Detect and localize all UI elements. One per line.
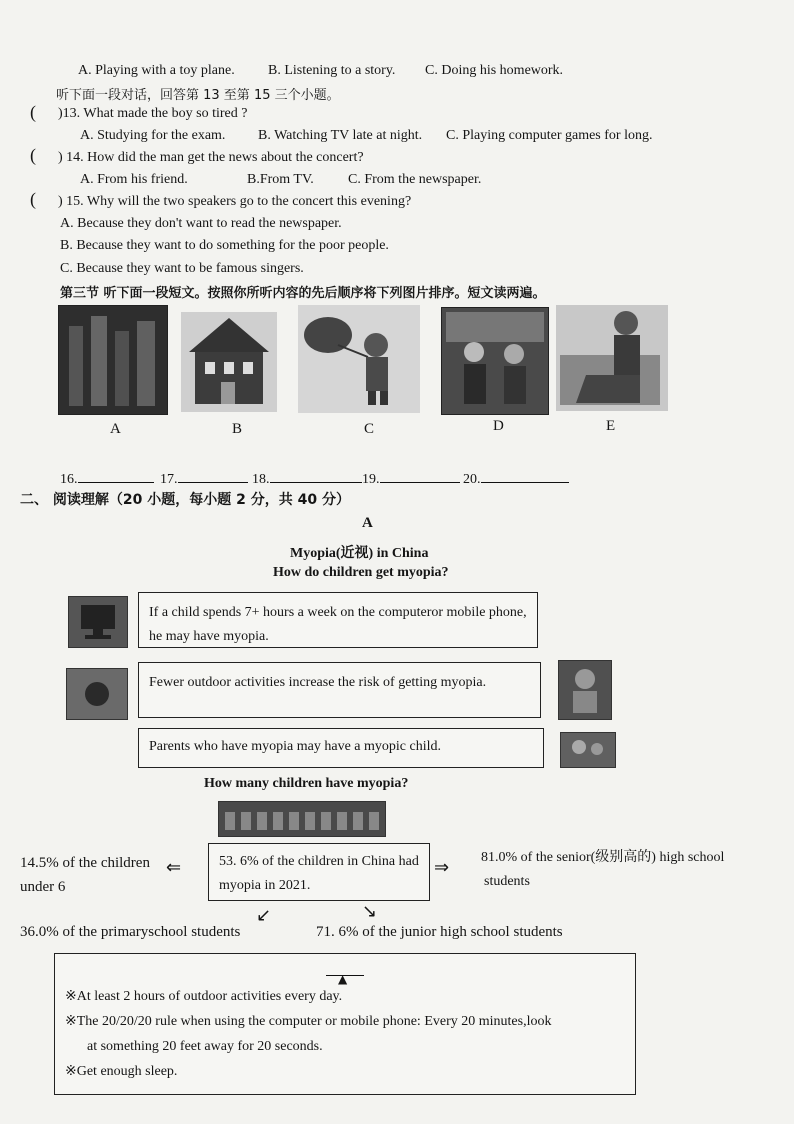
q15-option-b: B. Because they want to do something for the poor people.	[60, 238, 389, 253]
person-icon	[558, 660, 612, 720]
blank-label-18: 18.	[252, 472, 270, 487]
stat-primary: 36.0% of the primaryschool students	[20, 924, 241, 940]
cause-box-1	[138, 592, 538, 648]
tips-box	[54, 953, 636, 1095]
answer-blank-17[interactable]	[160, 468, 248, 488]
umbrella-rain-image	[298, 305, 420, 413]
picture-c	[298, 305, 420, 413]
q14-paren: (	[30, 145, 36, 165]
q15-option-c: C. Because they want to be famous singers.	[60, 261, 304, 276]
instruction-13-15: 听下面一段对话，回答第 13 至第 15 三个小题。	[56, 88, 340, 103]
q15-option-a: A. Because they don't want to read the newspaper.	[60, 216, 342, 231]
stat-senior-high: 81.0% of the senior(级别高的) high school students	[481, 850, 725, 889]
answer-blank-16[interactable]	[60, 468, 154, 488]
blank-label-17: 17.	[160, 472, 178, 487]
stat-under-6: 14.5% of the children under 6	[20, 855, 150, 895]
q13-paren: (	[30, 102, 36, 122]
q13-question: )13. What made the boy so tired ?	[58, 106, 248, 121]
q14-question: ) 14. How did the man get the news about the concert?	[58, 150, 364, 165]
arrow-left-icon: ⇐	[166, 857, 182, 878]
people-image	[59, 306, 167, 414]
answer-blank-18[interactable]	[252, 468, 362, 488]
q12-option-a: A. Playing with a toy plane.	[78, 63, 235, 78]
picture-label-d: D	[493, 418, 504, 434]
q14-option-b: B.From TV.	[247, 172, 314, 187]
arrow-down-right-icon: ↘	[362, 901, 378, 922]
blank-label-16: 16.	[60, 472, 78, 487]
reading-section-title: 二、 阅读理解（20 小题，每小题 2 分，共 40 分）	[20, 492, 350, 508]
answer-blank-20[interactable]	[463, 468, 569, 488]
q12-option-b: B. Listening to a story.	[268, 63, 396, 78]
tip-3: ※Get enough sleep.	[65, 1064, 178, 1079]
blank-label-20: 20.	[463, 472, 481, 487]
tips-heading	[65, 960, 625, 984]
picture-b	[181, 312, 277, 412]
picture-a	[58, 305, 168, 415]
triangle-icon: ▲	[338, 972, 348, 986]
causes-heading: How do children get myopia?	[273, 565, 449, 580]
article-title: Myopia(近视) in China	[290, 546, 429, 561]
cause-3-text: Parents who have myopia may have a myopic child.	[149, 739, 441, 754]
cause-2-text: Fewer outdoor activities increase the risk of getting myopia.	[149, 675, 487, 690]
picture-e	[556, 305, 668, 411]
picture-label-a: A	[110, 421, 121, 437]
center-stat-box	[208, 843, 430, 901]
arrow-right-icon: ⇒	[434, 857, 450, 878]
ball-icon	[66, 668, 128, 720]
tip-2-cont: at something 20 feet away for 20 seconds.	[87, 1039, 323, 1054]
tips-blank	[326, 972, 364, 986]
q13-option-c: C. Playing computer games for long.	[446, 128, 653, 143]
stats-heading: How many children have myopia?	[204, 776, 409, 791]
q13-option-a: A. Studying for the exam.	[80, 128, 226, 143]
tip-2: ※The 20/20/20 rule when using the computer or mobile phone: Every 20 minutes,look	[65, 1014, 552, 1029]
picture-label-c: C	[364, 421, 375, 437]
kids-image	[442, 308, 548, 414]
cause-box-3	[138, 728, 544, 768]
family-icon	[560, 732, 616, 768]
computer-icon	[68, 596, 128, 648]
q15-question: ) 15. Why will the two speakers go to the concert this evening?	[58, 194, 412, 209]
q15-paren: (	[30, 189, 36, 209]
q12-option-c: C. Doing his homework.	[425, 63, 564, 78]
stat-junior-high: 71. 6% of the junior high school students	[316, 924, 563, 940]
q14-option-c: C. From the newspaper.	[348, 172, 482, 187]
part-label: A	[362, 515, 373, 531]
section3-instruction: 第三节 听下面一段短文。按照你所听内容的先后顺序将下列图片排序。短文读两遍。	[60, 286, 546, 301]
tip-1: ※At least 2 hours of outdoor activities every day.	[65, 989, 343, 1004]
center-stat-text: 53. 6% of the children in China had myopia in 2021.	[219, 854, 419, 893]
answer-blank-19[interactable]	[362, 468, 460, 488]
blank-label-19: 19.	[362, 472, 380, 487]
cause-box-2	[138, 662, 541, 718]
chart-icon	[218, 801, 386, 837]
arrow-down-left-icon: ↙	[256, 905, 272, 926]
picture-d	[441, 307, 549, 415]
sitting-person-image	[556, 305, 668, 411]
picture-label-b: B	[232, 421, 243, 437]
cause-1-text: If a child spends 7+ hours a week on the computeror mobile phone, he may have myopia.	[149, 605, 527, 644]
picture-label-e: E	[606, 418, 616, 434]
q13-option-b: B. Watching TV late at night.	[258, 128, 423, 143]
house-image	[181, 312, 277, 412]
q14-option-a: A. From his friend.	[80, 172, 188, 187]
